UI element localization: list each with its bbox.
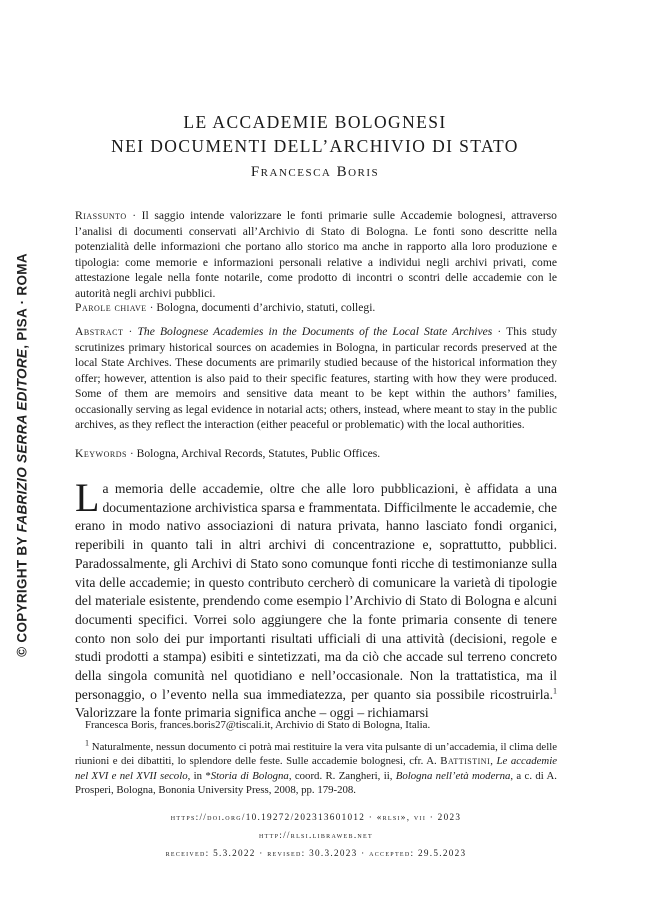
publisher-location: , PISA · ROMA — [14, 253, 30, 349]
footnote-cited-title: Le accademie nel XVI e nel XVII secolo — [75, 755, 557, 782]
abstract-title: The Bolognese Academies in the Documents of the Local State Archives — [137, 325, 493, 338]
riassunto-text: Il saggio intende valorizzare le fonti primarie sulle Accademie bolognesi, attraverso l’analisi di documenti conservati all’Archivio di Stato di Bologna. Le fonti sono descritte nella potenzialità delle informazioni che portano allo storico ma anche in rapporto alla loro produzione e tipologia: come memorie e informazioni personali relative a individui negli archivi privati, come attestazione legale nella fonte notarile, come prodotto di incontri o scontri delle accademie con le autorità negli archivi pubblici. — [75, 209, 557, 300]
title-line-1: LE ACCADEMIE BOLOGNESI — [183, 112, 447, 132]
footnote-text: , coord. R. Zangheri, ii, — [288, 769, 396, 782]
abstract-block: Abstract · The Bolognese Academies in the Documents of the Local State Archives · This study scrutinizes primary historical sources on academies in Bologna, in particular records preserved at the local State Archives. These documents are primarily studied because of the historical information they offer; however, attention is also paid to their specific features, starting with how they were produced. Some of them are memoirs and sensitive data meant to be kept within the authors’ families, occasionally serving as legal evidence in notarial acts; others, instead, where meant to stay in the public archives, as they reflect the interaction (either peaceful or problematic) with the local authorities. — [75, 325, 557, 431]
body-text-tail: Valorizzare la fonte primaria significa anche – oggi – richiamarsi — [75, 705, 429, 721]
copyright-notice — [15, 253, 30, 657]
copyright-prefix: © COPYRIGHT BY — [14, 532, 30, 657]
abstract-label: Abstract — [75, 325, 124, 338]
footnote-separator: , in * — [187, 769, 211, 782]
footnote-separator: , — [490, 755, 497, 767]
title-line-2: NEI DOCUMENTI DELL’ARCHIVIO DI STATO — [111, 136, 519, 156]
riassunto-block: Riassunto · Il saggio intende valorizzare le fonti primarie sulle Accademie bolognesi, attraverso l’analisi di documenti conservati all’Archivio di Stato di Bologna. Le fonti sono descritte nella potenzialità delle informazioni che portano allo storico ma anche in rapporto alla loro produzione e tipologia: come memorie e informazioni personali relative a individui negli archivi privati, come attestazione legale nella fonte notarile, come prodotto di incontri o scontri delle accademie con le autorità negli archivi pubblici. — [75, 209, 557, 300]
keywords-block: Keywords · Bologna, Archival Records, Statutes, Public Offices. — [75, 447, 381, 460]
footnote-cited-volume: Bologna nell’età moderna — [395, 769, 511, 782]
riassunto-label: Riassunto — [75, 209, 127, 222]
parole-chiave-block: Parole chiave · Bologna, documenti d’archivio, statuti, collegi. — [75, 301, 376, 314]
parole-chiave-text: Bologna, documenti d’archivio, statuti, collegi. — [156, 301, 376, 314]
article-title — [75, 110, 555, 158]
publisher-name: FABRIZIO SERRA EDITORE — [14, 348, 30, 533]
copyright-sidebar — [8, 230, 36, 680]
footnote-ref: 1 — [553, 686, 557, 696]
submission-dates: received: 5.3.2022 · revised: 30.3.2023 · accepted: 29.5.2023 — [165, 848, 467, 858]
page-footer — [75, 808, 557, 862]
journal-url: http://rlsi.libraweb.net — [259, 830, 373, 840]
parole-chiave-label: Parole chiave — [75, 301, 147, 314]
body-paragraph — [75, 475, 557, 723]
abstract-text: This study scrutinizes primary historical sources on academies in Bologna, in particular records preserved at the local State Archives. These documents are primarily studied because of the historical information they offer; however, attention is also paid to their specific features, starting with how they were produced. Some of them are memoirs and sensitive data meant to be kept within the authors’ families, occasionally serving as legal evidence in notarial acts; others, instead, where meant to stay in the public archives, as they reflect the interaction (either peaceful or problematic) with the local authorities. — [75, 325, 557, 431]
footnote-cited-author: Battistini — [440, 755, 491, 767]
body-text-main: a memoria delle accademie, oltre che alle loro pubblicazioni, è affidata a una documentazione archivistica sparsa e frammentata. Difficilmente le accademie, che erano in modo nativo associazioni di natura privata, hanno lasciato fondi organici, reperibili in quanto tali in altri archivi di concentrazione e, soprattutto, pubblici. Paradossalmente, gli Archivi di Stato sono comunque fonti ricche di testimonianze sulla vita delle accademie; in questo contributo cercherò di comunicare la varietà di tipologie del materiale esistente, prendendo come esempio l’Archivio di Stato di Bologna e alcuni documenti specifici. Vorrei solo aggiungere che la fonte primaria consente di tenere conto non solo dei pur importanti risultati ufficiali di una attività (decisioni, regole e studi prodotti a stampa) esibiti e sintetizzati, ma da ciò che accade sul terreno concreto della singola comunità nel quotidiano e nell’occasionale. Non la trattatistica, ma il personaggio, o l’evento nella sua immediatezza, per quanto sia possibile ricostruirla. — [75, 481, 557, 702]
keywords-label: Keywords — [75, 447, 127, 460]
drop-cap: L — [75, 475, 100, 520]
footnote-cited-series: Storia di Bologna — [210, 769, 289, 782]
footnote-text: , a c. di A. Prosperi, Bologna, Bononia University Press, 2008, pp. 179-208. — [75, 769, 557, 796]
doi-line: https://doi.org/10.19272/202313601012 · «rlsi», vii · 2023 — [170, 812, 462, 822]
footnote-1 — [75, 737, 557, 798]
article-author: Francesca Boris — [250, 164, 380, 180]
author-affiliation: Francesca Boris, frances.boris27@tiscali.it, Archivio di Stato di Bologna, Italia. — [85, 719, 431, 731]
footnote-number: 1 — [85, 737, 89, 747]
footnote-text: Naturalmente, nessun documento ci potrà mai restituire la vera vita pulsante di un’accademia, il clima delle riunioni e dei dibattiti, lo splendore delle feste. Sulle accademie bolognesi, cfr. A. — [75, 740, 557, 767]
keywords-text: Bologna, Archival Records, Statutes, Public Offices. — [136, 447, 381, 460]
footnotes — [75, 718, 557, 798]
